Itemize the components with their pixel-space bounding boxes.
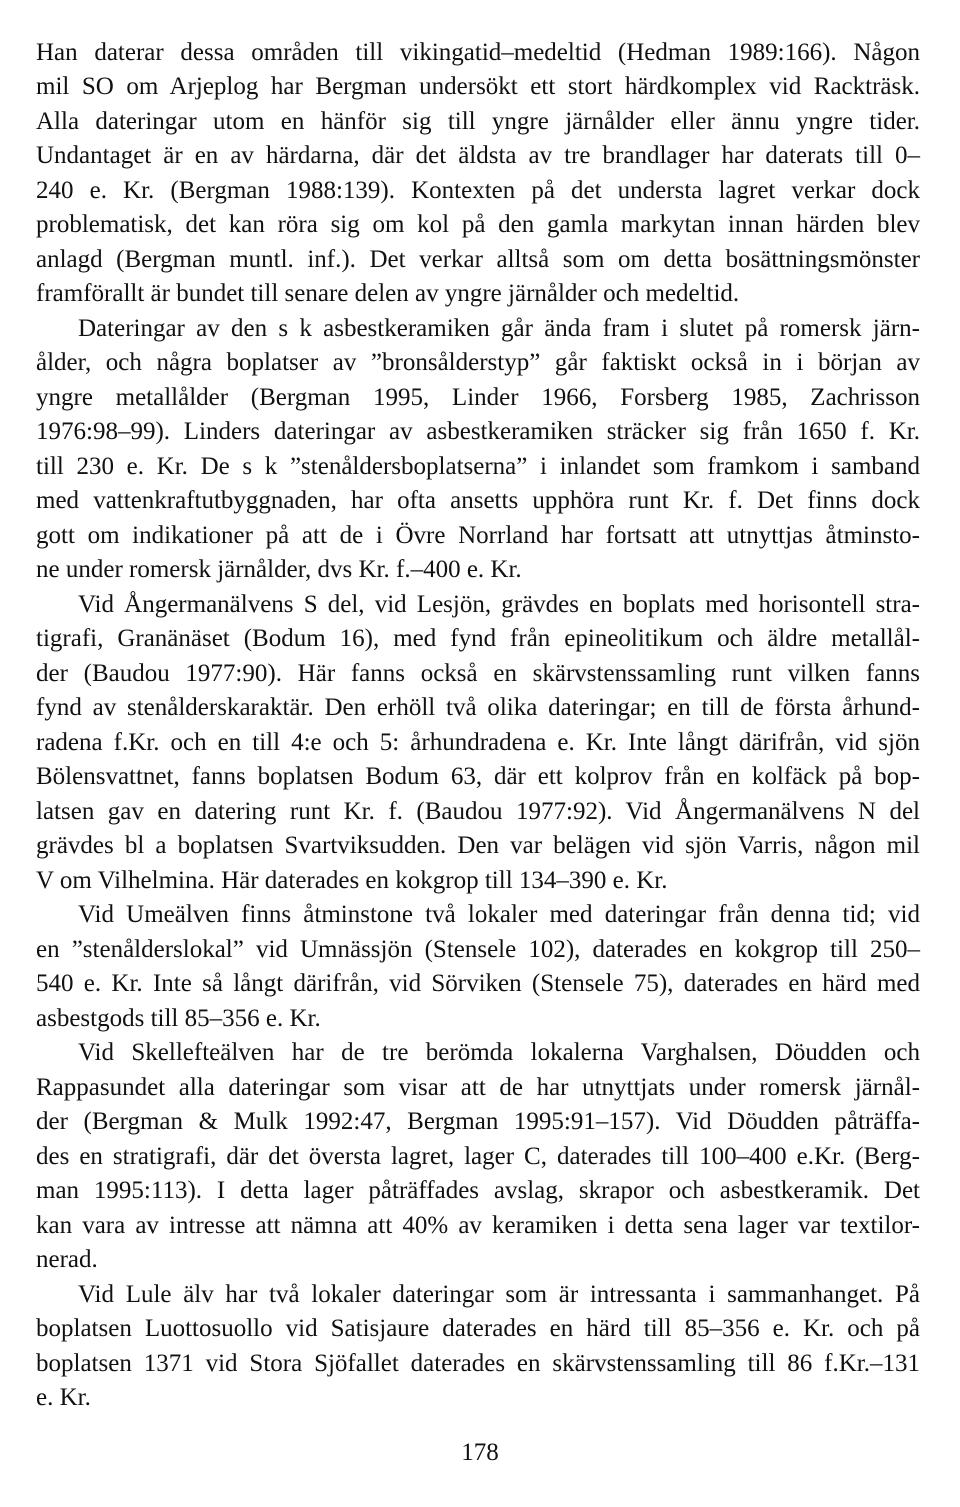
text-line: e. Kr. xyxy=(36,1384,91,1411)
text-line: ålder, och några boplatser av ”bronsålderstyp” går faktiskt också in i början av xyxy=(36,349,920,376)
text-line: Alla dateringar utom en hänför sig till yngre järnålder eller ännu yngre tider. xyxy=(36,108,920,135)
text-line: Vid Lule älv har två lokaler dateringar som är intressanta i sammanhanget. På xyxy=(78,1281,920,1308)
text-line: 1976:98–99). Linders dateringar av asbestkeramiken sträcker sig från 1650 f. Kr. xyxy=(36,418,920,445)
text-line: fynd av stenålderskaraktär. Den erhöll två olika dateringar; en till de första århund- xyxy=(36,694,920,721)
text-line: gott om indikationer på att de i Övre Norrland har fortsatt att utnyttjas åtminsto- xyxy=(36,522,920,549)
text-line: tigrafi, Granänäset (Bodum 16), med fynd från epineolitikum och äldre metallål- xyxy=(36,625,920,652)
text-line: anlagd (Bergman muntl. inf.). Det verkar alltså som om detta bosättningsmönster xyxy=(36,246,920,273)
text-line: Dateringar av den s k asbestkeramiken går ända fram i slutet på romersk järn- xyxy=(78,315,920,342)
text-line: Han daterar dessa områden till vikingatid–medeltid (Hedman 1989:166). Någon xyxy=(36,39,920,66)
text-line: mil SO om Arjeplog har Bergman undersökt ett stort härdkomplex vid Rackträsk. xyxy=(36,73,920,100)
text-line: kan vara av intresse att nämna att 40% av keramiken i detta sena lager var textilor- xyxy=(36,1212,920,1239)
text-line: Vid Umeälven finns åtminstone två lokaler med dateringar från denna tid; vid xyxy=(78,901,920,928)
text-line: framförallt är bundet till senare delen av yngre järnålder och medeltid. xyxy=(36,280,740,307)
text-line: der (Bergman & Mulk 1992:47, Bergman 1995:91–157). Vid Döudden påträffa- xyxy=(36,1108,920,1135)
text-line: problematisk, det kan röra sig om kol på den gamla markytan innan härden blev xyxy=(36,211,920,238)
text-line: ne under romersk järnålder, dvs Kr. f.–400 e. Kr. xyxy=(36,556,522,583)
page-number: 178 xyxy=(461,1439,499,1466)
text-line: des en stratigrafi, där det översta lagret, lager C, daterades till 100–400 e.Kr. (Berg- xyxy=(36,1143,920,1170)
text-line: der (Baudou 1977:90). Här fanns också en skärvstenssamling runt vilken fanns xyxy=(36,660,920,687)
text-line: Bölensvattnet, fanns boplatsen Bodum 63, där ett kolprov från en kolfäck på bop- xyxy=(36,763,920,790)
text-line: man 1995:113). I detta lager påträffades avslag, skrapor och asbestkeramik. Det xyxy=(36,1177,920,1204)
text-line: asbestgods till 85–356 e. Kr. xyxy=(36,1005,321,1032)
text-line: Undantaget är en av härdarna, där det äldsta av tre brandlager har daterats till 0– xyxy=(36,142,920,169)
text-line: boplatsen Luottosuollo vid Satisjaure daterades en härd till 85–356 e. Kr. och på xyxy=(36,1315,920,1342)
text-line: Vid Ångermanälvens S del, vid Lesjön, grävdes en boplats med horisontell stra- xyxy=(78,591,920,618)
text-line: boplatsen 1371 vid Stora Sjöfallet daterades en skärvstenssamling till 86 f.Kr.–131 xyxy=(36,1350,920,1377)
text-line: grävdes bl a boplatsen Svartviksudden. Den var belägen vid sjön Varris, någon mil xyxy=(36,832,920,859)
text-line: Rappasundet alla dateringar som visar att de har utnyttjats under romersk järnål- xyxy=(36,1074,920,1101)
text-line: radena f.Kr. och en till 4:e och 5: århundradena e. Kr. Inte långt därifrån, vid sjön xyxy=(36,729,920,756)
text-line: med vattenkraftutbyggnaden, har ofta ansetts upphöra runt Kr. f. Det finns dock xyxy=(36,487,920,514)
text-line: yngre metallålder (Bergman 1995, Linder 1966, Forsberg 1985, Zachrisson xyxy=(36,384,920,411)
text-line: en ”stenålderslokal” vid Umnässjön (Stensele 102), daterades en kokgrop till 250– xyxy=(36,936,920,963)
text-line: V om Vilhelmina. Här daterades en kokgrop till 134–390 e. Kr. xyxy=(36,867,668,894)
text-line: 240 e. Kr. (Bergman 1988:139). Kontexten på det understa lagret verkar dock xyxy=(36,177,920,204)
text-line: Vid Skellefteälven har de tre berömda lokalerna Varghalsen, Döudden och xyxy=(78,1039,920,1066)
text-line: 540 e. Kr. Inte så långt därifrån, vid Sörviken (Stensele 75), daterades en härd med xyxy=(36,970,920,997)
text-line: latsen gav en datering runt Kr. f. (Baudou 1977:92). Vid Ångermanälvens N del xyxy=(36,798,920,825)
text-line: nerad. xyxy=(36,1246,98,1273)
text-line: till 230 e. Kr. De s k ”stenåldersboplatserna” i inlandet som framkom i samband xyxy=(36,453,920,480)
